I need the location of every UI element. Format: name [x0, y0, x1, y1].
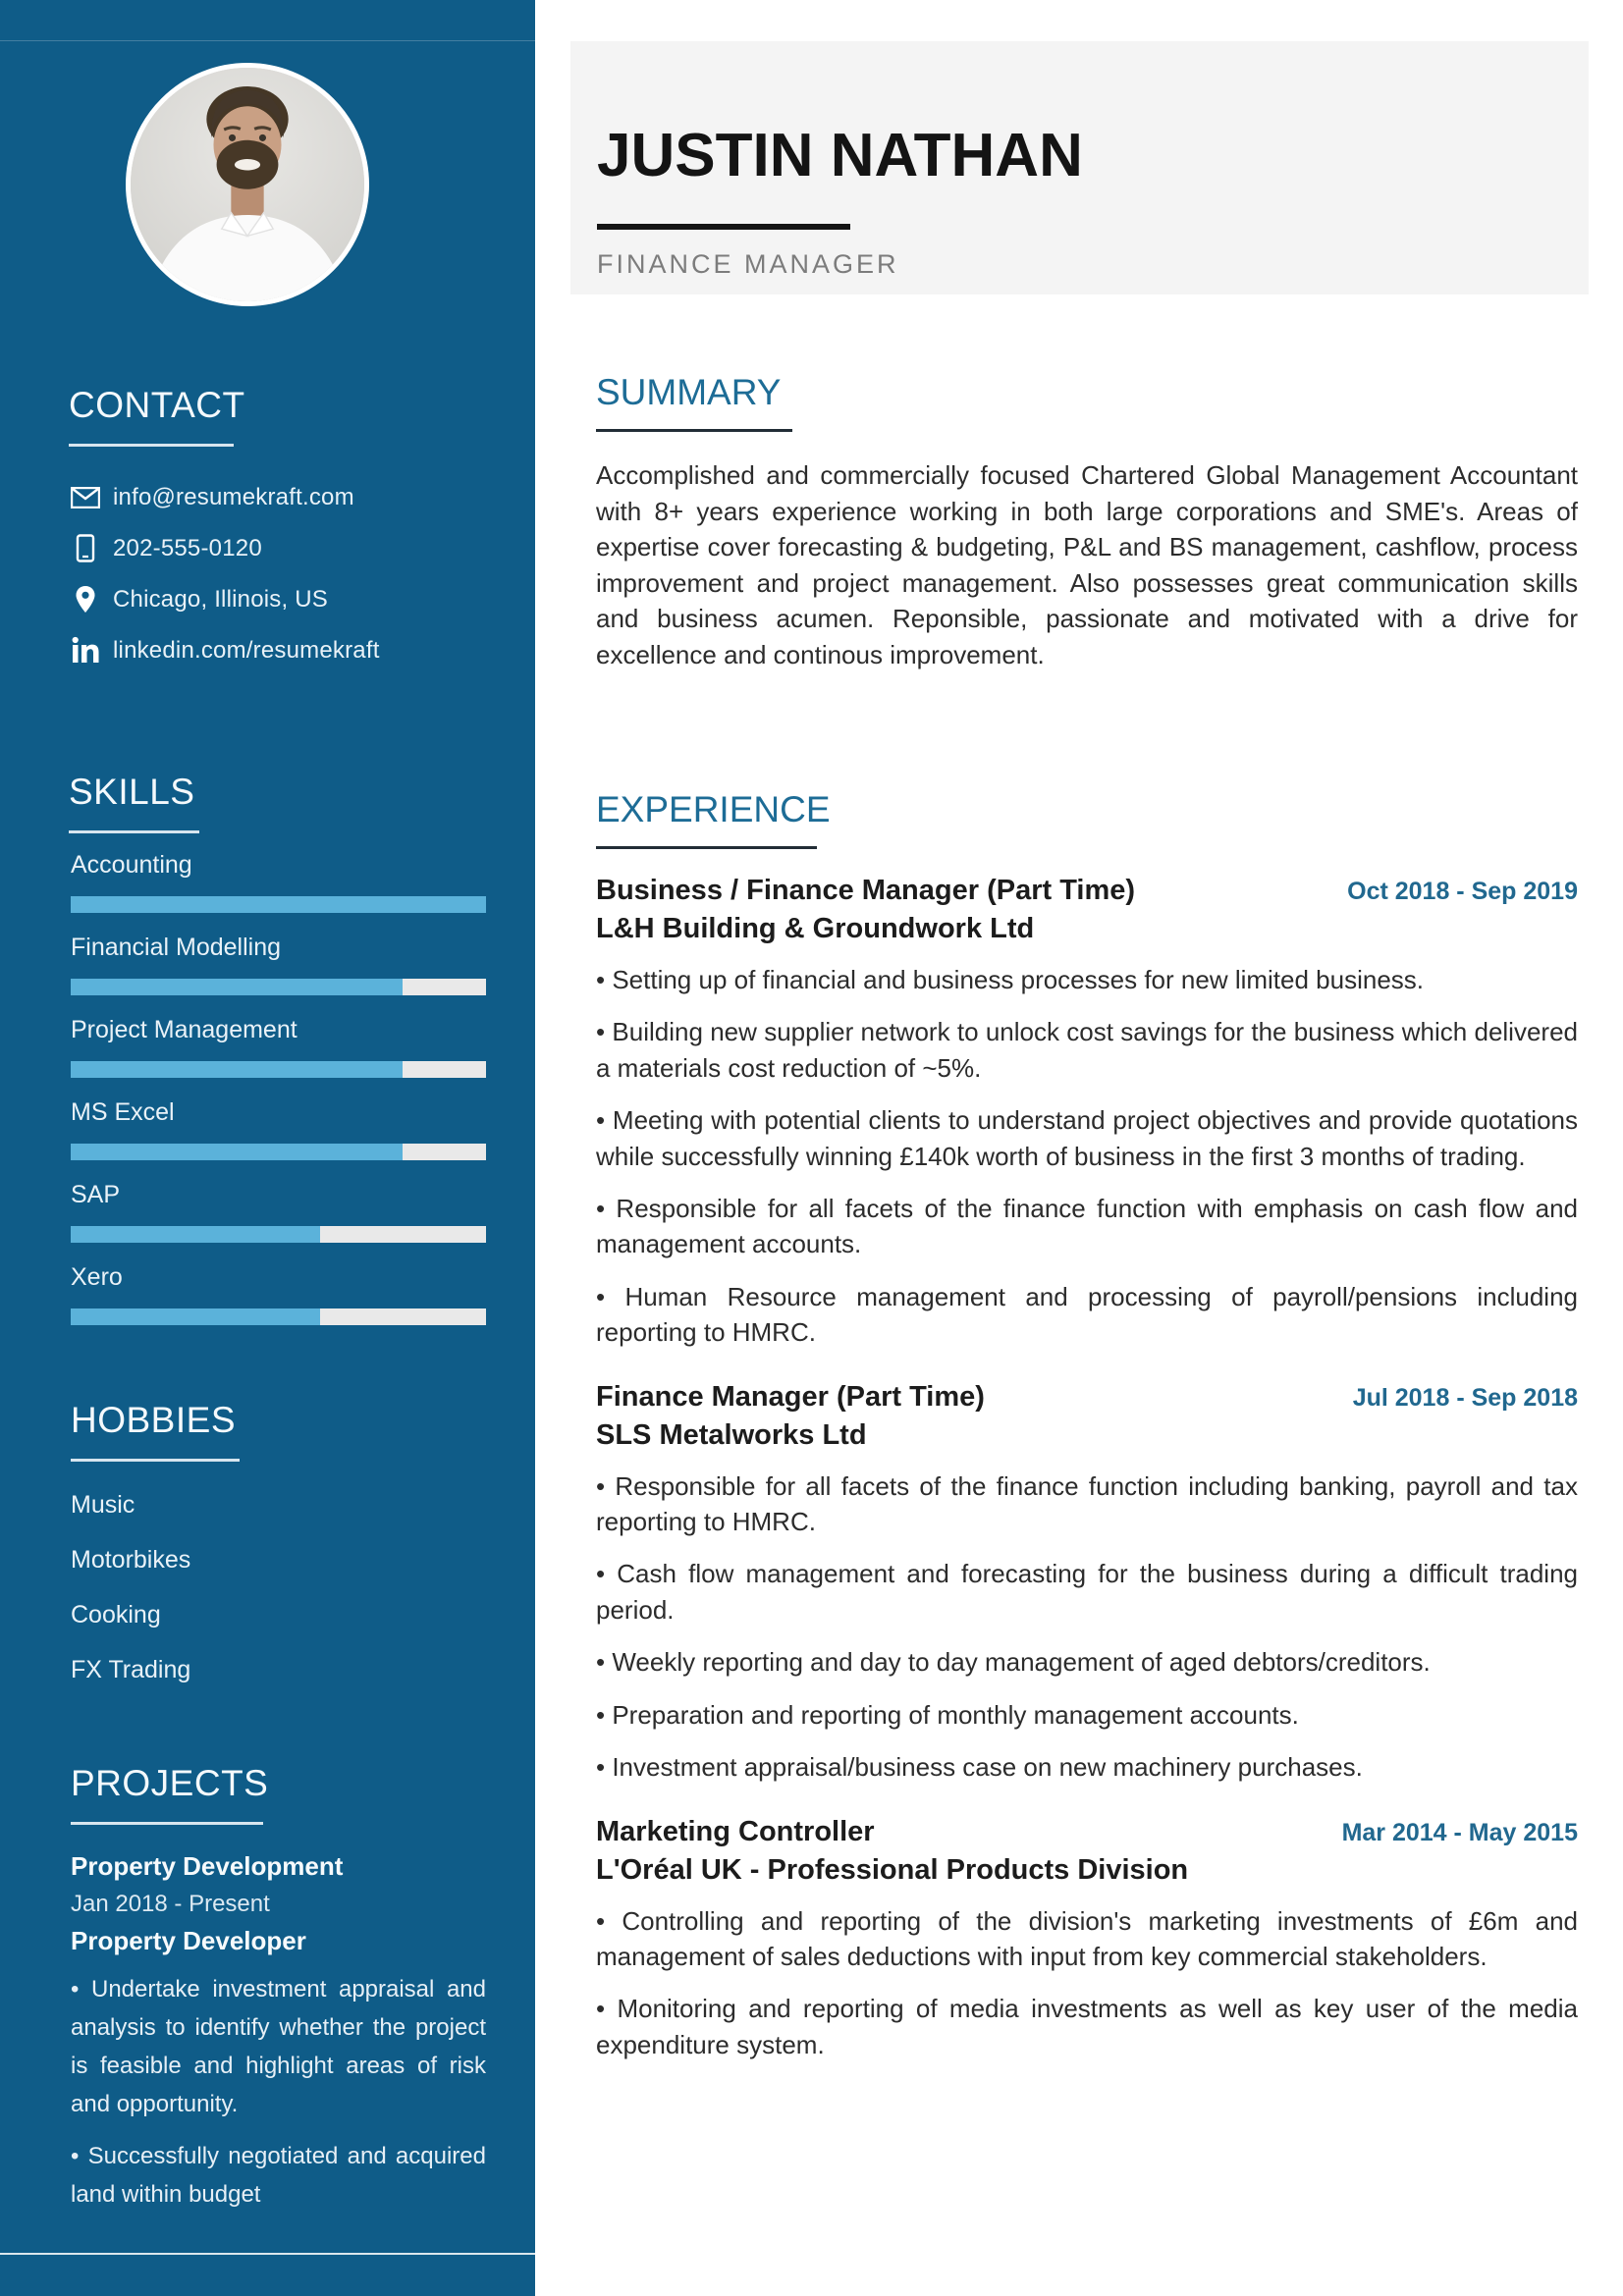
main-column [535, 0, 1623, 2296]
experience-heading: EXPERIENCE [596, 789, 831, 829]
job-bullet: • Investment appraisal/business case on new machinery purchases. [596, 1752, 1363, 1783]
location-icon [71, 585, 100, 614]
skills-list [71, 852, 486, 1347]
hobby-item: Music [71, 1491, 135, 1519]
skill-progress-track [71, 1061, 486, 1078]
contact-item-linkedin[interactable] [71, 636, 503, 665]
experience-job [596, 1380, 1578, 1786]
projects-heading: PROJECTS [71, 1763, 269, 1803]
project-date: Jan 2018 - Present [71, 1891, 270, 1917]
skill-progress-fill [71, 1144, 403, 1160]
job-bullet: • Cash flow management and forecasting for the business during a difficult trading period. [596, 1559, 1578, 1625]
contact-location-text: Chicago, Illinois, US [113, 585, 328, 613]
skill-progress-fill [71, 896, 486, 913]
person-name: JUSTIN NATHAN [597, 122, 1083, 189]
contact-section [69, 387, 484, 447]
skills-section [69, 774, 484, 833]
name-underline [597, 224, 850, 230]
contact-linkedin-text: linkedin.com/resumekraft [113, 636, 380, 664]
job-title: Marketing Controller [596, 1815, 875, 1847]
projects-section [71, 1765, 486, 2214]
skill-name: Xero [71, 1263, 123, 1291]
email-icon [71, 483, 100, 511]
skill-name: SAP [71, 1181, 121, 1208]
sidebar [0, 0, 535, 2296]
job-bullet: • Meeting with potential clients to understand project objectives and provide quotations while successfully winning £140k worth of business in the first 3 months of trading. [596, 1105, 1578, 1171]
experience-job [596, 874, 1578, 1351]
sidebar-bottom-divider [0, 2253, 535, 2255]
avatar-illustration [131, 68, 364, 301]
contact-item-email[interactable] [71, 483, 503, 511]
skill-item [71, 1264, 486, 1347]
job-company: SLS Metalworks Ltd [596, 1418, 867, 1451]
contact-email-text: info@resumekraft.com [113, 483, 354, 510]
experience-section [596, 790, 1578, 2062]
job-header [596, 1380, 1578, 1414]
skill-item [71, 1099, 486, 1182]
hobby-item: Motorbikes [71, 1546, 191, 1574]
job-date: Mar 2014 - May 2015 [1341, 1818, 1578, 1846]
sidebar-top-divider [0, 40, 535, 41]
skill-item [71, 852, 486, 934]
hobby-item: FX Trading [71, 1656, 191, 1683]
hobbies-list [71, 1492, 486, 1683]
linkedin-icon [71, 636, 100, 665]
summary-paragraph: Accomplished and commercially focused Chartered Global Management Accountant with 8+ years experience working in both large corporations and SME's. Areas of expertise cover forecasting & budgeting, P&L and BS management, cashflow, process improvement and project management. Also possesses great communication skills and business acumen. Reponsible, passionate and motivated with a drive for excellence and continous improvement. [596, 460, 1578, 669]
job-bullet: • Monitoring and reporting of media investments as well as key user of the media expenditure system. [596, 1994, 1578, 2059]
job-bullet: • Weekly reporting and day to day management of aged debtors/creditors. [596, 1647, 1431, 1678]
skill-progress-track [71, 979, 486, 995]
job-bullet: • Building new supplier network to unlock cost savings for the business which delivered a materials cost reduction of ~5%. [596, 1017, 1578, 1083]
job-title-subtitle: FINANCE MANAGER [597, 249, 899, 279]
job-company: L&H Building & Groundwork Ltd [596, 913, 1035, 944]
contact-heading-underline [69, 444, 234, 447]
hobby-item: Cooking [71, 1601, 161, 1629]
hobbies-heading: HOBBIES [71, 1400, 236, 1440]
skill-progress-track [71, 1144, 486, 1160]
contact-item-location[interactable] [71, 585, 503, 614]
skills-heading-underline [69, 830, 199, 833]
hobbies-section [71, 1402, 486, 1712]
job-header [596, 1815, 1578, 1848]
skills-heading: SKILLS [69, 772, 195, 812]
project-bullet: • Successfully negotiated and acquired land within budget [71, 2143, 486, 2208]
skill-item [71, 1017, 486, 1099]
skill-progress-track [71, 896, 486, 913]
contact-phone-text: 202-555-0120 [113, 534, 262, 561]
skill-progress-fill [71, 1308, 320, 1325]
project-role: Property Developer [71, 1926, 306, 1955]
skill-progress-fill [71, 1226, 320, 1243]
job-bullet: • Preparation and reporting of monthly management accounts. [596, 1699, 1299, 1730]
skill-progress-track [71, 1308, 486, 1325]
avatar [126, 63, 369, 306]
skill-name: Financial Modelling [71, 934, 282, 961]
job-bullet: • Responsible for all facets of the finance function with emphasis on cash flow and management accounts. [596, 1194, 1578, 1259]
contact-item-phone[interactable] [71, 534, 503, 562]
phone-icon [71, 534, 100, 562]
job-company: L'Oréal UK - Professional Products Division [596, 1853, 1189, 1886]
job-title: Finance Manager (Part Time) [596, 1380, 985, 1413]
experience-heading-underline [596, 846, 817, 849]
summary-heading: SUMMARY [596, 372, 782, 412]
skill-name: Project Management [71, 1016, 298, 1043]
summary-section [596, 373, 1578, 698]
job-bullet: • Setting up of financial and business processes for new limited business. [596, 965, 1425, 994]
projects-heading-underline [71, 1822, 263, 1825]
skill-item [71, 934, 486, 1017]
hobbies-heading-underline [71, 1459, 240, 1462]
skill-progress-fill [71, 1061, 403, 1078]
summary-heading-underline [596, 429, 792, 432]
skill-name: Accounting [71, 851, 192, 879]
job-date: Jul 2018 - Sep 2018 [1352, 1383, 1578, 1412]
job-header [596, 874, 1578, 907]
skill-progress-track [71, 1226, 486, 1243]
job-bullet: • Human Resource management and processing of payroll/pensions including reporting to HMRC. [596, 1281, 1578, 1348]
skill-item [71, 1182, 486, 1264]
experience-job [596, 1815, 1578, 2063]
job-title: Business / Finance Manager (Part Time) [596, 875, 1136, 906]
contact-heading: CONTACT [69, 385, 245, 425]
job-bullet: • Controlling and reporting of the division's marketing investments of £6m and management of sales deductions with input from key commercial stakeholders. [596, 1905, 1578, 1971]
skill-name: MS Excel [71, 1098, 175, 1126]
name-header [570, 41, 1589, 294]
job-bullet: • Responsible for all facets of the finance function including banking, payroll and tax reporting to HMRC. [596, 1470, 1578, 1537]
contact-list [71, 483, 503, 687]
skill-progress-fill [71, 979, 403, 995]
project-title: Property Development [71, 1851, 344, 1881]
job-date: Oct 2018 - Sep 2019 [1347, 878, 1578, 905]
project-bullet: • Undertake investment appraisal and analysis to identify whether the project is feasible and highlight areas of risk and opportunity. [71, 1976, 486, 2117]
